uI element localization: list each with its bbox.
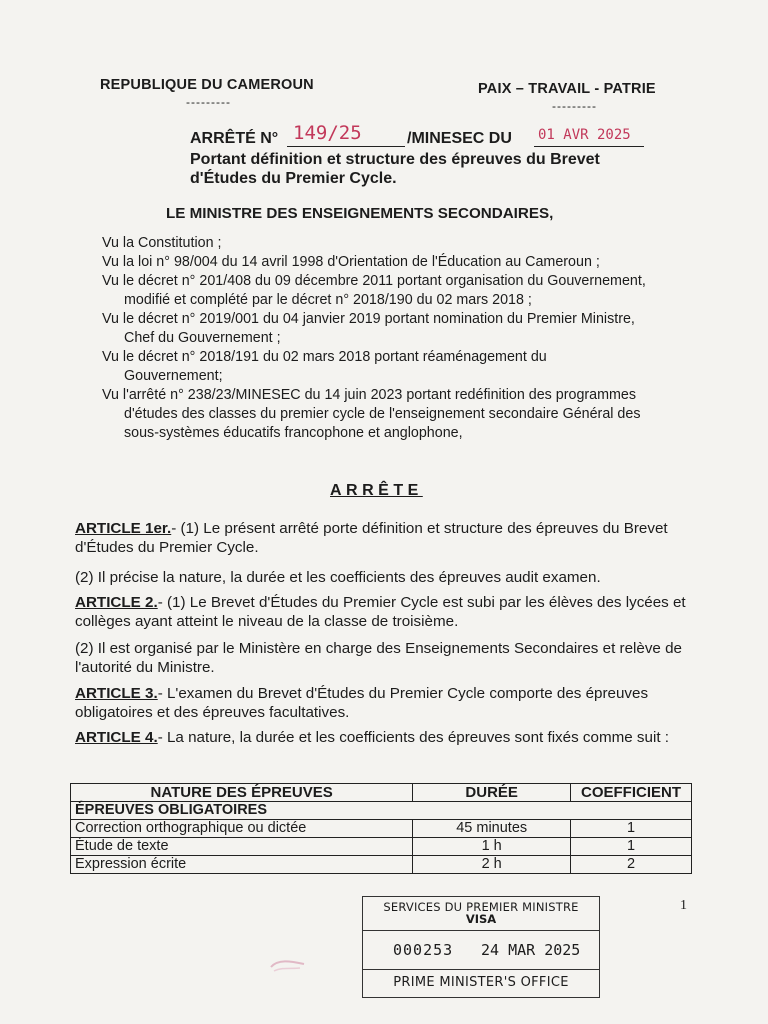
article-2	[75, 593, 690, 631]
vu-item	[102, 348, 712, 386]
table-cell: 1	[571, 820, 692, 838]
stamp-number: 000253	[393, 941, 454, 959]
stamp-divider	[363, 969, 599, 970]
visa-stamp	[362, 896, 600, 998]
red-ink-mark-icon	[268, 955, 308, 977]
arrete-title: ARRÊTE	[330, 482, 423, 499]
header-right: PAIX – TRAVAIL - PATRIE	[478, 81, 656, 97]
vu-item	[102, 386, 712, 443]
page-number: 1	[680, 898, 687, 913]
article-3-label: ARTICLE 3.	[75, 685, 158, 702]
table-header-cell: COEFFICIENT	[571, 784, 692, 802]
vu-item	[102, 234, 712, 253]
minister-title: LE MINISTRE DES ENSEIGNEMENTS SECONDAIRES,	[166, 205, 554, 222]
header-left: REPUBLIQUE DU CAMEROUN	[100, 77, 314, 93]
vu-line: Vu le décret n° 2019/001 du 04 janvier 2019 portant nomination du Premier Ministre,	[102, 311, 635, 327]
decree-date-underline	[534, 146, 644, 147]
vu-line: d'études des classes du premier cycle de l'enseignement secondaire Général des	[124, 406, 641, 422]
decree-middle: /MINESEC DU	[407, 130, 512, 147]
article-1-label: ARTICLE 1er.	[75, 520, 172, 537]
stamp-footer: PRIME MINISTER'S OFFICE	[393, 975, 569, 990]
table-cell: Expression écrite	[71, 856, 413, 874]
vu-line: Vu la loi n° 98/004 du 14 avril 1998 d'Orientation de l'Éducation au Cameroun ;	[102, 254, 600, 270]
vu-line: Chef du Gouvernement ;	[124, 330, 281, 346]
table-cell: Correction orthographique ou dictée	[71, 820, 413, 838]
table-header-cell: DURÉE	[413, 784, 571, 802]
table-header-row	[71, 784, 692, 802]
vu-line: modifié et complété par le décret n° 2018/190 du 02 mars 2018 ;	[124, 292, 532, 308]
stamp-date: 24 MAR 2025	[481, 941, 581, 959]
vu-line: sous-systèmes éducatifs francophone et anglophone,	[124, 425, 463, 441]
stamp-line-1: SERVICES DU PREMIER MINISTRE	[383, 900, 579, 914]
vu-item	[102, 253, 712, 272]
header-right-dash: ---------	[552, 99, 597, 113]
decree-number-handwritten: 149/25	[293, 122, 362, 144]
vu-line: Gouvernement;	[124, 368, 223, 384]
table-row	[71, 838, 692, 856]
article-1-para-2: (2) Il précise la nature, la durée et les coefficients des épreuves audit examen.	[75, 569, 601, 586]
stamp-line-2: VISA	[465, 912, 497, 926]
article-4-text: - La nature, la durée et les coefficients des épreuves sont fixés comme suit :	[157, 729, 669, 746]
vu-line: Vu le décret n° 201/408 du 09 décembre 2011 portant organisation du Gouvernement,	[102, 273, 646, 289]
decree-subject-line1: Portant définition et structure des épreuves du Brevet	[190, 151, 600, 168]
table-row	[71, 856, 692, 874]
table-cell: 1	[571, 838, 692, 856]
article-4-label: ARTICLE 4.	[75, 729, 158, 746]
article-2-text: - (1) Le Brevet d'Études du Premier Cycle est subi par les élèves des lycées et collèges ayant atteint le niveau de la classe de troisième.	[75, 594, 686, 630]
table-cell: 2 h	[413, 856, 571, 874]
vu-line: Vu l'arrêté n° 238/23/MINESEC du 14 juin 2023 portant redéfinition des programmes	[102, 387, 637, 403]
stamp-divider	[363, 930, 599, 931]
article-2-label: ARTICLE 2.	[75, 594, 158, 611]
table-section-cell: ÉPREUVES OBLIGATOIRES	[71, 802, 692, 820]
table-cell: 45 minutes	[413, 820, 571, 838]
table-header-cell: NATURE DES ÉPREUVES	[71, 784, 413, 802]
article-4	[75, 728, 690, 747]
decree-prefix: ARRÊTÉ N°	[190, 130, 279, 147]
decree-number-underline	[287, 146, 405, 147]
article-3	[75, 684, 690, 722]
vu-item	[102, 310, 712, 348]
table-cell: Étude de texte	[71, 838, 413, 856]
table-cell: 2	[571, 856, 692, 874]
article-1-text: - (1) Le présent arrêté porte définition et structure des épreuves du Brevet d'Études du Premier Cycle.	[75, 520, 668, 556]
vu-line: Vu la Constitution ;	[102, 235, 222, 251]
vu-item	[102, 272, 712, 310]
table-cell: 1 h	[413, 838, 571, 856]
decree-date-stamp: 01 AVR 2025	[538, 127, 631, 143]
table-section-row	[71, 802, 692, 820]
article-3-text: - L'examen du Brevet d'Études du Premier Cycle comporte des épreuves obligatoires et des épreuves facultatives.	[75, 685, 649, 721]
header-left-dash: ---------	[186, 95, 231, 109]
article-1	[75, 519, 690, 557]
epreuves-table	[70, 783, 692, 874]
vu-list	[102, 234, 712, 443]
table-row	[71, 820, 692, 838]
vu-line: Vu le décret n° 2018/191 du 02 mars 2018 portant réaménagement du	[102, 349, 547, 365]
decree-subject-line2: d'Études du Premier Cycle.	[190, 170, 397, 187]
article-2-para-2: (2) Il est organisé par le Ministère en charge des Enseignements Secondaires et relève de l'autorité du Ministre.	[75, 640, 682, 676]
